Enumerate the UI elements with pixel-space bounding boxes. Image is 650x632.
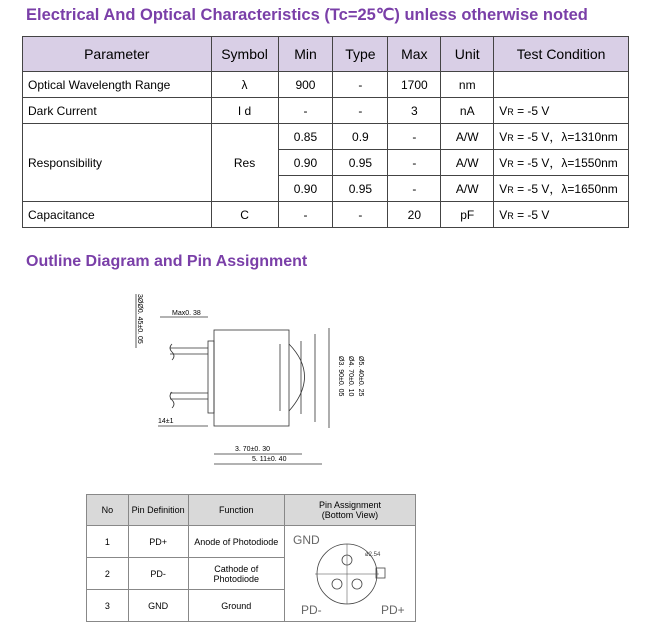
cond-v: V <box>499 207 508 222</box>
cond-sub: R <box>507 185 514 195</box>
dim-pins-label: 3ØØ0. 45±0. 05 <box>136 294 143 344</box>
cell-unit: pF <box>441 202 494 228</box>
label-pd-plus: PD+ <box>380 603 405 617</box>
dim-total-label: 5. 11±0. 40 <box>252 456 287 463</box>
dim-d2-label: Ø4. 70±0. 10 <box>347 356 354 397</box>
cell-max: - <box>388 150 441 176</box>
header-type: Type <box>333 37 388 72</box>
pin-definition: PD- <box>128 558 188 590</box>
cell-condition <box>494 98 629 124</box>
pin-header-function: Function <box>188 495 284 526</box>
pin-circle <box>352 579 362 589</box>
pin-function: Anode of Photodiode <box>188 526 284 558</box>
header-parameter: Parameter <box>23 37 212 72</box>
table-row <box>23 124 629 150</box>
label-pd-minus: PD- <box>300 603 322 617</box>
section-title-characteristics: Electrical And Optical Characteristics (Tc=25℃) unless otherwise noted <box>26 6 588 24</box>
cond-v: V <box>499 182 508 196</box>
table-header-row <box>23 37 629 72</box>
cell-type: - <box>333 98 388 124</box>
lens-dome <box>289 344 305 411</box>
cond-sub: R <box>507 133 514 143</box>
cell-unit: A/W <box>441 176 494 202</box>
cell-condition <box>494 202 629 228</box>
header-max: Max <box>388 37 441 72</box>
cell-unit: A/W <box>441 124 494 150</box>
cell-min: - <box>278 202 333 228</box>
lead-break <box>170 344 174 360</box>
cell-min: 0.90 <box>278 150 333 176</box>
cond-v: V <box>499 156 508 170</box>
cond-rest: = -5 V <box>513 207 550 222</box>
can-flange <box>208 341 214 413</box>
header-min: Min <box>278 37 333 72</box>
cell-param: Optical Wavelength Range <box>23 72 212 98</box>
cond-v: V <box>499 103 508 118</box>
table-row <box>23 202 629 228</box>
header-unit: Unit <box>441 37 494 72</box>
header-test-condition: Test Condition <box>494 37 629 72</box>
pin-no: 2 <box>87 558 129 590</box>
pin-assignment-table <box>86 494 416 622</box>
cell-symbol: Res <box>211 124 278 202</box>
cond-sub: R <box>507 159 514 169</box>
cell-param: Responsibility <box>23 124 212 202</box>
cell-type: - <box>333 72 388 98</box>
dim-max-label: Max0. 38 <box>172 310 201 317</box>
cond-rest: = -5 V，λ=1550nm <box>513 156 618 170</box>
cond-rest: = -5 V <box>513 103 550 118</box>
cond-rest: = -5 V，λ=1650nm <box>513 182 618 196</box>
characteristics-table <box>22 36 629 228</box>
pin-circle <box>332 579 342 589</box>
cond-v: V <box>499 130 508 144</box>
pin-header-definition: Pin Definition <box>128 495 188 526</box>
cell-condition <box>494 176 629 202</box>
dim-body-label: 3. 70±0. 30 <box>235 446 270 453</box>
pin-header-assignment: Pin Assignment (Bottom View) <box>284 495 415 526</box>
cell-symbol: λ <box>211 72 278 98</box>
cell-unit: A/W <box>441 150 494 176</box>
cell-max: 20 <box>388 202 441 228</box>
pin-no: 3 <box>87 590 129 622</box>
pin-table-header-row <box>87 495 416 526</box>
cell-symbol: I d <box>211 98 278 124</box>
pin-function: Ground <box>188 590 284 622</box>
cell-type: 0.9 <box>333 124 388 150</box>
dim-d3-label: Ø5. 40±0. 25 <box>357 356 364 397</box>
table-row <box>23 72 629 98</box>
outline-diagram <box>120 286 380 472</box>
can-body <box>214 330 289 426</box>
pin-no: 1 <box>87 526 129 558</box>
cell-param: Capacitance <box>23 202 212 228</box>
pin-definition: GND <box>128 590 188 622</box>
cell-symbol: C <box>211 202 278 228</box>
label-dia: ø2.54 <box>364 552 381 558</box>
lead-break <box>170 392 174 408</box>
label-gnd: GND <box>292 533 320 547</box>
cell-min: - <box>278 98 333 124</box>
cell-max: - <box>388 124 441 150</box>
cell-min: 0.85 <box>278 124 333 150</box>
cell-unit: nA <box>441 98 494 124</box>
cond-sub: R <box>507 210 514 221</box>
cell-condition <box>494 124 629 150</box>
cell-min: 900 <box>278 72 333 98</box>
dim-d1-label: Ø3. 90±0. 05 <box>337 356 344 397</box>
bottom-view-diagram <box>285 526 415 619</box>
cell-condition <box>494 150 629 176</box>
pin-row <box>87 526 416 558</box>
cell-type: 0.95 <box>333 176 388 202</box>
pin-definition: PD+ <box>128 526 188 558</box>
cell-type: 0.95 <box>333 150 388 176</box>
section-title-outline: Outline Diagram and Pin Assignment <box>26 253 308 270</box>
cell-unit: nm <box>441 72 494 98</box>
cell-min: 0.90 <box>278 176 333 202</box>
header-symbol: Symbol <box>211 37 278 72</box>
cell-condition <box>494 72 629 98</box>
pin-function: Cathode of Photodiode <box>188 558 284 590</box>
cell-max: 3 <box>388 98 441 124</box>
cell-type: - <box>333 202 388 228</box>
cell-max: 1700 <box>388 72 441 98</box>
cell-max: - <box>388 176 441 202</box>
bottom-view-cell <box>284 526 415 622</box>
cond-sub: R <box>507 106 514 117</box>
pin-header-no: No <box>87 495 129 526</box>
dim-lead-label: 14±1 <box>158 418 174 425</box>
table-row <box>23 98 629 124</box>
cond-rest: = -5 V，λ=1310nm <box>513 130 618 144</box>
cell-param: Dark Current <box>23 98 212 124</box>
